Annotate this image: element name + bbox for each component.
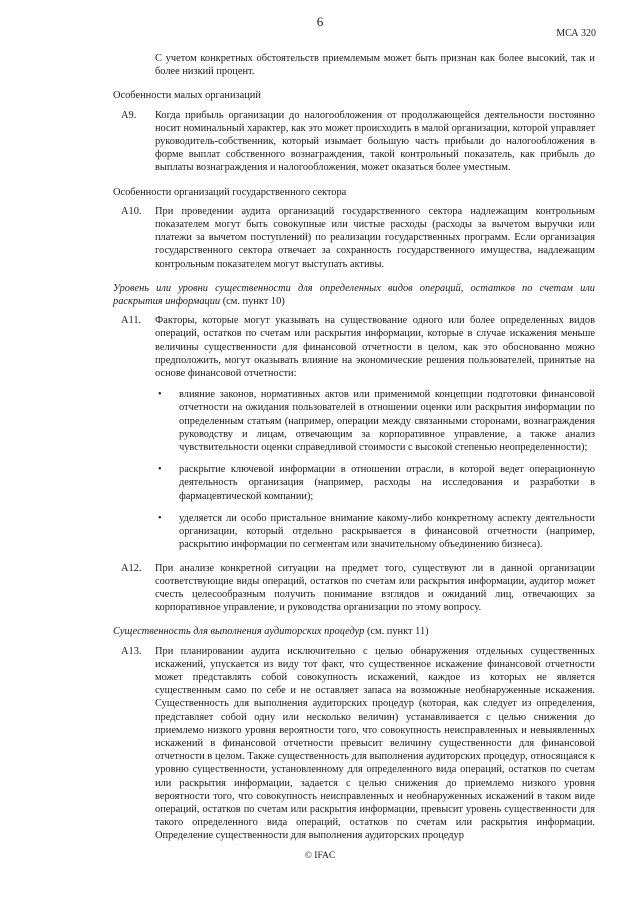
paragraph-text: Факторы, которые могут указывать на существование одного или более определенных видов операций, остатков по счетам или раскрытия информации, которые в случае искажения меньше величины существенности для финансовой отчетности в целом, как это обоснованно можно предположить, могут оказывать влияние на экономические решения пользователей, принятые на основе финансовой отчетности:	[155, 315, 595, 380]
bullet-text: влияние законов, нормативных актов или применимой концепции подготовки финансовой отчетности на ожидания пользователей в отношении оценки или раскрытия информации по определенным статьям (например, операции между связанными сторонами, вознаграждения руководству и лицам, отвечающим за корпоративное управление, а также анализ чувствительности оценки справедливой стоимости с высокой степенью неопределенности);	[179, 389, 595, 454]
paragraph-a13	[113, 645, 595, 843]
section-heading-text: Уровень или уровни существенности для определенных видов операций, остатков по счетам или раскрытия информации	[113, 282, 595, 308]
section-heading-materiality-levels	[113, 282, 595, 308]
paragraph-text: При анализе конкретной ситуации на предмет того, существуют ли в данной организации соответствующие виды операций, остатков по счетам или раскрытия информации, аудитор может счесть целесообразным получить понимание взглядов и ожиданий лиц, отвечающих за корпоративное управление, и руководства организации по этому вопросу.	[155, 562, 595, 614]
bullet-text: уделяется ли особо пристальное внимание какому-либо конкретному аспекту деятельности организации, который отдельно раскрывается в финансовой отчетности (например, раскрытию информации по сегментам или значительному объединению бизнеса).	[179, 512, 595, 551]
paragraph-number: A13.	[121, 645, 142, 657]
paragraph-a12	[113, 562, 595, 615]
document-body	[113, 52, 595, 851]
paragraph-number: A10.	[121, 205, 142, 217]
section-heading-reference: (см. пункт 11)	[366, 626, 429, 638]
bullet-marker: •	[158, 389, 162, 401]
section-heading-public-sector: Особенности организаций государственного сектора	[113, 186, 347, 198]
bullet-item	[155, 512, 595, 552]
document-code: МСА 320	[556, 28, 596, 39]
footer-copyright: © IFAC	[304, 851, 336, 861]
section-heading-reference: (см. пункт 10)	[222, 296, 285, 308]
section-heading-performance-materiality	[113, 625, 595, 638]
bullet-item	[155, 463, 595, 503]
section-heading-text: Существенность для выполнения аудиторских процедур	[113, 626, 365, 638]
paragraph-a10	[113, 205, 595, 271]
bullet-list	[113, 388, 595, 551]
paragraph-a11	[113, 314, 595, 380]
paragraph-text: При планировании аудита исключительно с целью обнаружения отдельных существенных искажений, упускается из виду тот факт, что существенное искажение финансовой отчетности может представлять собой совокупность искажений, каждое из которых не является существенным само по себе и не оставляет запаса на возможные необнаруженные искажения. Существенность для выполнения аудиторских процедур (которая, как следует из определения, представляет собой одну или несколько величин) устанавливается с целью снижения до приемлемо низкого уровня вероятности того, что совокупность неисправленных и невыявленных искажений в финансовой отчетности превысит величину существенности для финансовой отчетности в целом. Также существенность для выполнения аудиторских процедур, относящаяся к уровню существенности, установленному для определенного вида операций, остатков по счетам или раскрытия информации, задается с целью снижения до приемлемо низкого уровня вероятности того, что совокупность неисправленных и необнаруженных искажений в таком виде операций, остатков по счетам или раскрытия информации, превысит уровень существенности для такого определенного вида операций, остатков по счетам или раскрытия информации. Определение существенности для выполнения аудиторских процедур	[155, 645, 595, 842]
bullet-marker: •	[158, 464, 162, 476]
paragraph-text: При проведении аудита организаций государственного сектора надлежащим контрольным показателем могут быть совокупные или чистые расходы (расходы за вычетом выручки или платежи за вычетом поступлений) по реализации государственных программ. Если организация государственного сектора отвечает за сохранность государственного имущества, надлежащим контрольным показателем могут выступать активы.	[155, 205, 595, 270]
bullet-marker: •	[158, 512, 162, 524]
paragraph-number: A11.	[121, 315, 142, 327]
page-number: 6	[316, 14, 324, 29]
paragraph-number: A12.	[121, 562, 142, 574]
intro-paragraph: С учетом конкретных обстоятельств приемлемым может быть признан как более высокий, так и более низкий процент.	[155, 53, 595, 78]
section-heading-small-entities: Особенности малых организаций	[113, 90, 261, 102]
paragraph-text: Когда прибыль организации до налогообложения от продолжающейся деятельности постоянно носит номинальный характер, как это может происходить в малой организации, которой управляет руководитель-собственник, который изымает большую часть прибыли до налогообложения в форме выплат собственного вознаграждения, такой контрольный показатель, как прибыль до выплаты вознаграждения и налогообложения, может оказаться более уместным.	[155, 109, 595, 174]
bullet-item	[155, 388, 595, 454]
paragraph-a9	[113, 109, 595, 175]
paragraph-number: A9.	[121, 109, 137, 121]
bullet-text: раскрытие ключевой информации в отношении отрасли, в которой ведет операционную деятельность организация (например, расходы на исследования и разработки в фармацевтической компании);	[179, 464, 595, 502]
